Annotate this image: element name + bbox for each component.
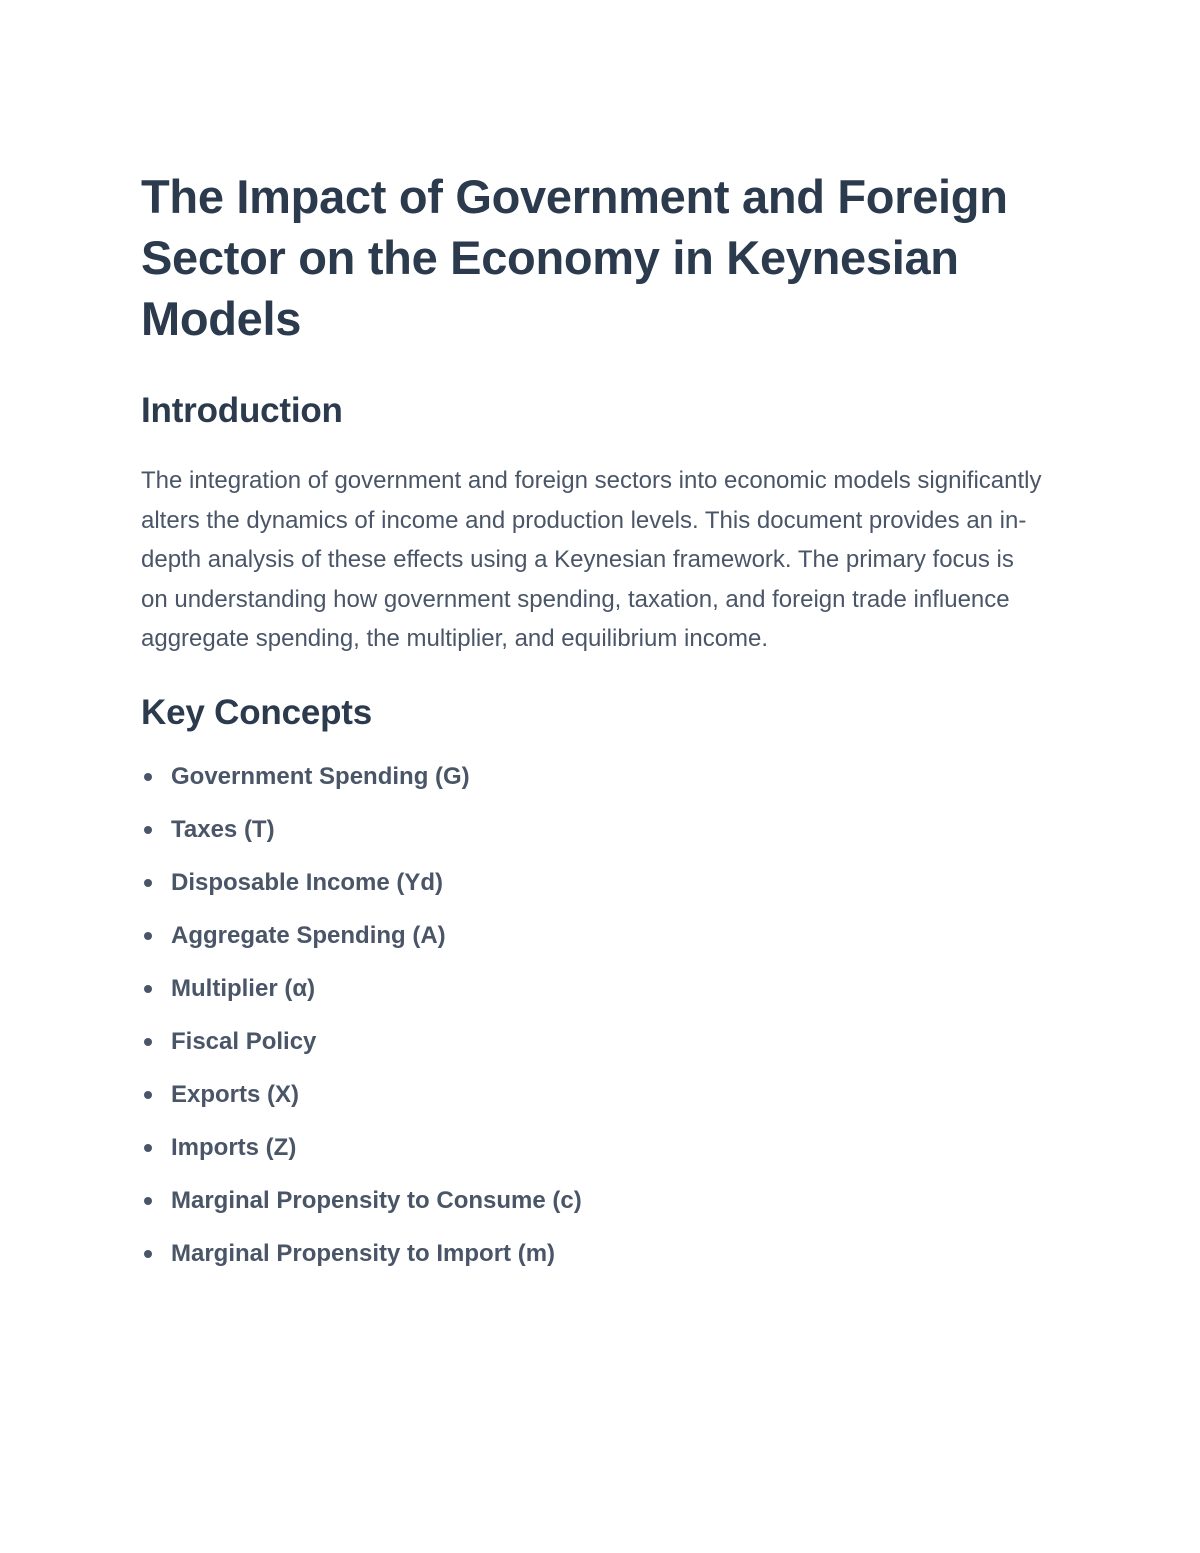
- list-item-label: Fiscal Policy: [171, 1027, 317, 1055]
- bullet-icon: [144, 932, 152, 940]
- list-item: [141, 1237, 1061, 1290]
- bullet-icon: [144, 826, 152, 834]
- list-item-label: Government Spending (G): [171, 762, 470, 790]
- list-item: [141, 1078, 1061, 1131]
- list-item-label: Taxes (T): [171, 815, 275, 843]
- list-item-label: Imports (Z): [171, 1133, 297, 1161]
- list-item-label: Disposable Income (Yd): [171, 868, 444, 896]
- list-item: [141, 760, 1061, 813]
- list-item: [141, 866, 1061, 919]
- list-item-label: Multiplier (α): [171, 974, 316, 1002]
- bullet-icon: [144, 1197, 152, 1205]
- document-page: [141, 166, 1061, 1290]
- list-item: [141, 1184, 1061, 1237]
- bullet-icon: [144, 773, 152, 781]
- bullet-icon: [144, 1038, 152, 1046]
- list-item-label: Marginal Propensity to Consume (c): [171, 1186, 582, 1214]
- list-item: [141, 1131, 1061, 1184]
- bullet-icon: [144, 1144, 152, 1152]
- introduction-paragraph: The integration of government and foreign sectors into economic models significantly alters the dynamics of income and production levels. This document provides an in-depth analysis of these effects using a Keynesian framework. The primary focus is on understanding how government spending, taxation, and foreign trade influence aggregate spending, the multiplier, and equilibrium income.: [141, 467, 1042, 653]
- list-item: [141, 919, 1061, 972]
- bullet-icon: [144, 1250, 152, 1258]
- bullet-icon: [144, 879, 152, 887]
- list-item-label: Exports (X): [171, 1080, 300, 1108]
- bullet-icon: [144, 1091, 152, 1099]
- introduction-heading: Introduction: [141, 391, 343, 430]
- list-item: [141, 813, 1061, 866]
- key-concepts-list: [141, 760, 1061, 1290]
- list-item: [141, 972, 1061, 1025]
- list-item-label: Marginal Propensity to Import (m): [171, 1239, 556, 1267]
- key-concepts-heading: Key Concepts: [141, 692, 372, 732]
- list-item-label: Aggregate Spending (A): [171, 921, 446, 949]
- document-title: The Impact of Government and Foreign Sector on the Economy in Keynesian Models: [141, 170, 1008, 345]
- bullet-icon: [144, 985, 152, 993]
- list-item: [141, 1025, 1061, 1078]
